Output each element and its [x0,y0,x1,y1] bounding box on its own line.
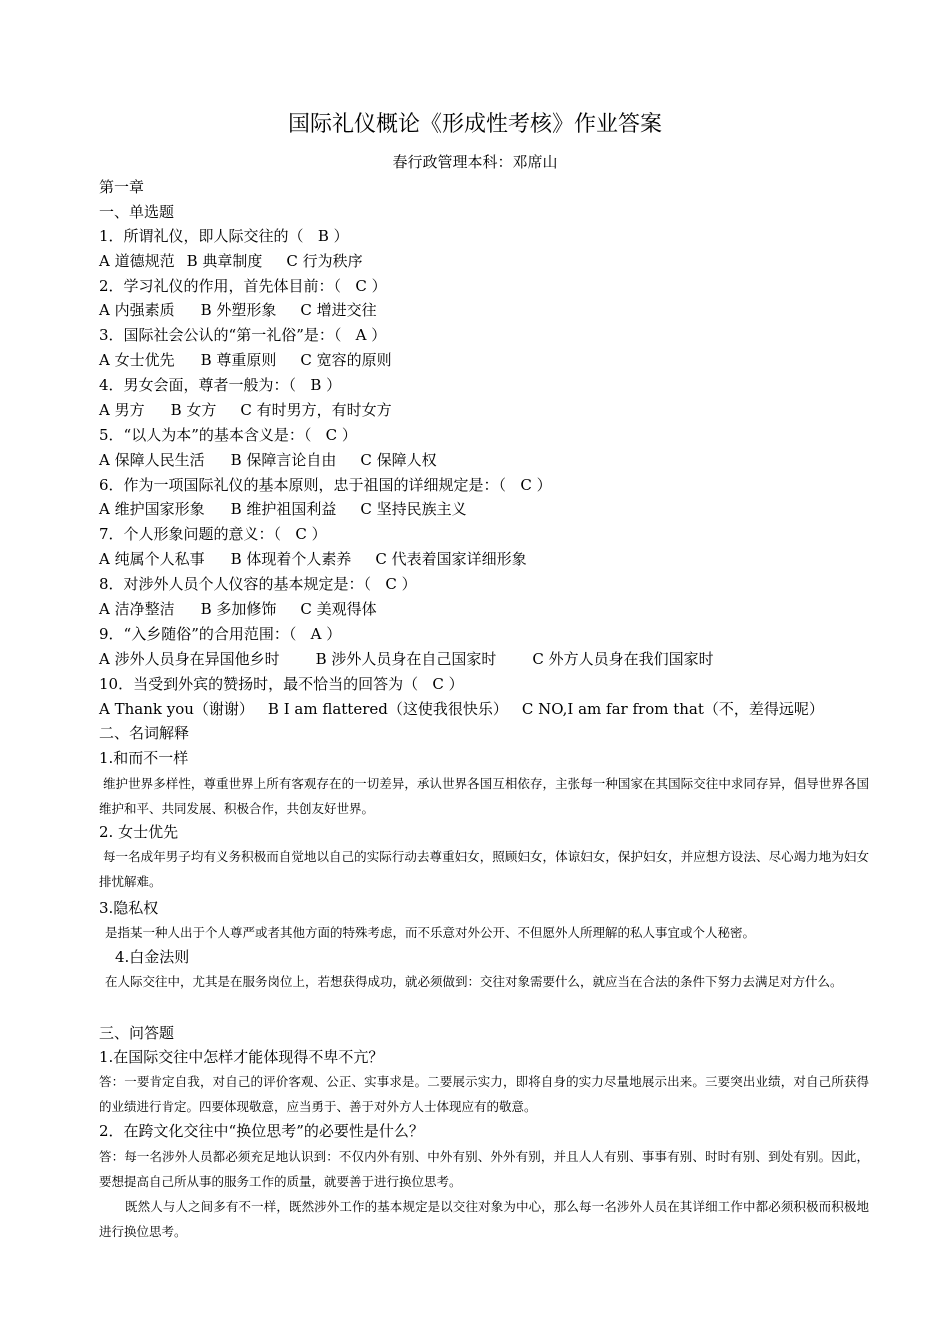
qa-answer: 答：一要肯定自我，对自己的评价客观、公正、实事求是。二要展示实力，即将自身的实力尽量地展示出来。三要突出业绩，对自己所获得的业绩进行肯定。四要体现敬意，应当勇于、善于对外方人士体现应有的敬意。 [99,1074,869,1114]
qa-answer-continued: 既然人与人之间多有不一样，既然涉外工作的基本规定是以交往对象为中心，那么每一名涉外人员在其详细工作中都必须积极而积极地进行换位思考。 [99,1199,869,1239]
option: A 女士优先 [99,351,175,369]
option: B 尊重原则 [200,351,277,369]
qa-answer: 答：每一名涉外人员都必须充足地认识到：不仅内外有别、中外有别、外外有别，并且人人有别、事事有别、时时有别、到处有别。因此，要想提高自己所从事的服务工作的质量，就要善于进行换位思考。 [99,1149,869,1189]
section-heading-single-choice: 一、单选题 [99,203,175,221]
option: C 增进交往 [300,301,377,319]
question: 1．所谓礼仪，即人际交往的（ B ） [99,227,349,245]
option: A 内强素质 [99,301,175,319]
term-definition: 是指某一种人出于个人尊严或者其他方面的特殊考虑，而不乐意对外公开、不但愿外人所理解的私人事宜或个人秘密。 [105,925,756,940]
section-heading-qa: 三、问答题 [99,1024,175,1042]
question: 2．学习礼仪的作用，首先体目前：（ C ） [99,277,387,295]
page-title: 国际礼仪概论《形成性考核》作业答案 [287,112,662,137]
options-row [99,597,377,621]
term-title: 3.隐私权 [99,899,159,917]
question: 4．男女会面，尊者一般为：（ B ） [99,376,342,394]
qa-question: 2．在跨文化交往中“换位思考”的必要性是什么？ [99,1122,424,1140]
question: 6．作为一项国际礼仪的基本原则，忠于祖国的详细规定是：（ C ） [99,476,552,494]
option: A 纯属个人私事 [99,550,205,568]
option: B 多加修饰 [200,600,277,618]
option: C 外方人员身在我们国家时 [532,650,714,668]
term-title: 2. 女士优先 [99,823,179,841]
option: A 男方 [99,401,145,419]
page-subtitle: 春行政管理本科：邓席山 [392,153,558,171]
term-title: 4.白金法则 [115,948,190,966]
term-title: 1.和而不一样 [99,749,189,767]
term-definition: 每一名成年男子均有义务积极而自觉地以自己的实际行动去尊重妇女，照顾妇女，体谅妇女，保护妇女，并应想方设法、尽心竭力地为妇女排忧解难。 [99,849,869,889]
option: C 宽容的原则 [300,351,392,369]
option: A 涉外人员身在异国他乡时 [99,650,280,668]
option: C 美观得体 [300,600,377,618]
option: A 道德规范 [99,252,175,270]
term-definition: 在人际交往中，尤其是在服务岗位上，若想获得成功，就必须做到：交往对象需要什么，就应当在合法的条件下努力去满足对方什么。 [105,974,843,989]
option: B 涉外人员身在自己国家时 [315,650,497,668]
option: C 行为秩序 [286,252,363,270]
option: B 外塑形象 [200,301,277,319]
option: B 女方 [170,401,217,419]
options-row [99,497,467,521]
section-heading-terms: 二、名词解释 [99,724,190,742]
options-row [99,249,363,273]
option: A 洁净整洁 [99,600,175,618]
option: C NO,I am far from that（不，差得远呢） [521,700,824,718]
option: B I am flattered（这使我很快乐） [267,700,508,718]
options-row [99,348,392,372]
question: 10．当受到外宾的赞扬时，最不恰当的回答为（ C ） [99,675,464,693]
option: B 体现着个人素养 [230,550,352,568]
option: A 维护国家形象 [99,500,205,518]
option: C 代表着国家详细形象 [375,550,527,568]
option: B 维护祖国利益 [230,500,337,518]
option: A 保障人民生活 [99,451,205,469]
options-row [99,547,527,571]
options-row [99,298,377,322]
option: B 典章制度 [186,252,263,270]
question: 3．国际社会公认的“第一礼俗”是：（ A ） [99,326,387,344]
options-row [99,448,437,472]
options-row [99,697,824,721]
chapter-heading: 第一章 [99,178,145,196]
option: C 有时男方，有时女方 [240,401,392,419]
question: 8．对涉外人员个人仪容的基本规定是：（ C ） [99,575,417,593]
question: 9．“入乡随俗”的合用范围：（ A ） [99,625,342,643]
option: C 保障人权 [360,451,437,469]
term-definition: 维护世界多样性，尊重世界上所有客观存在的一切差异，承认世界各国互相依存，主张每一种国家在其国际交往中求同存异，倡导世界各国维护和平、共同发展、积极合作，共创友好世界。 [99,776,869,816]
question: 5．“以人为本”的基本含义是：（ C ） [99,426,357,444]
options-row [99,398,392,422]
question: 7．个人形象问题的意义：（ C ） [99,525,327,543]
options-row [99,647,714,671]
option: A Thank you（谢谢） [99,700,254,718]
qa-question: 1.在国际交往中怎样才能体现得不卑不亢？ [99,1048,384,1066]
option: B 保障言论自由 [230,451,337,469]
option: C 坚持民族主义 [360,500,467,518]
